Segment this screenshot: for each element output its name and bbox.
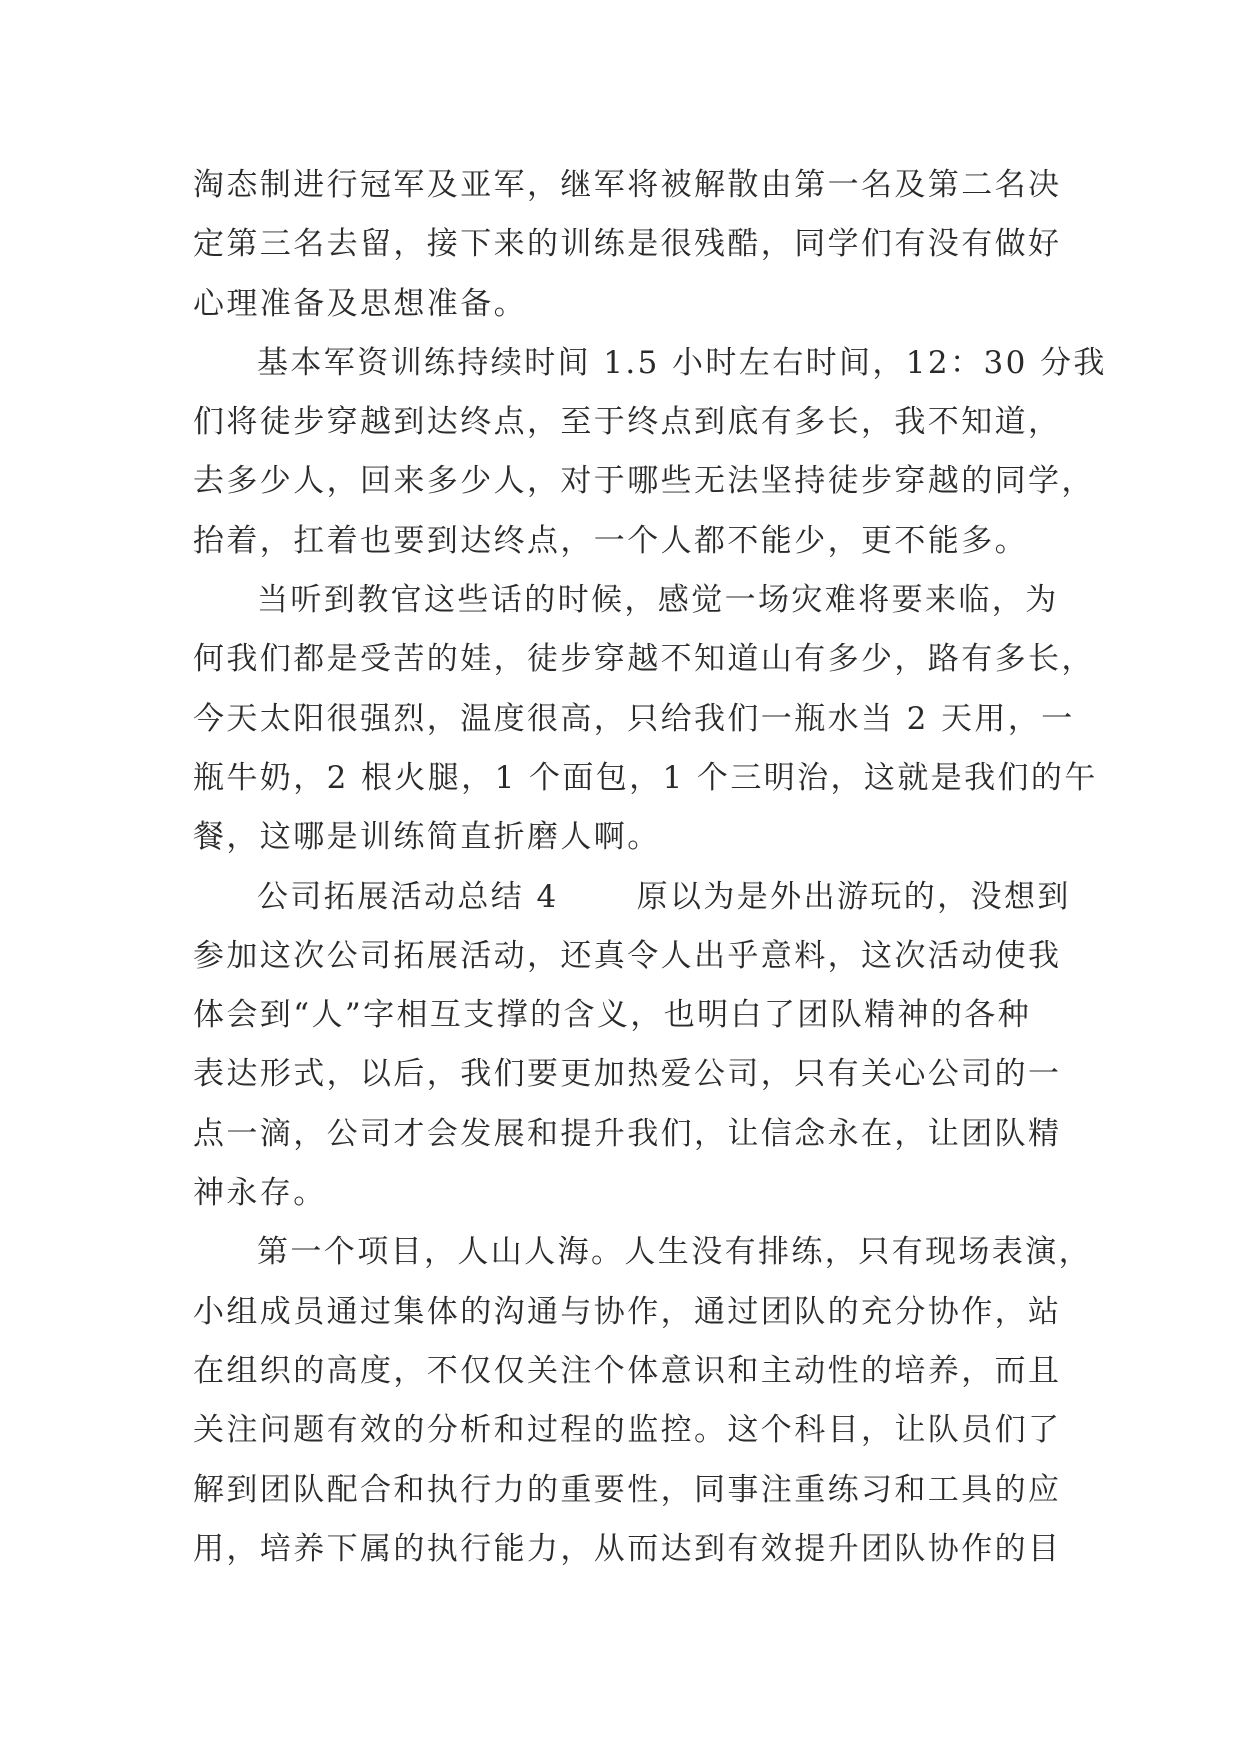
- section-heading-line: [193, 868, 1073, 927]
- paragraph-start-line: 基本军资训练持续时间 1.5 小时左右时间，12：30 分我: [257, 344, 1107, 381]
- text-line: 解到团队配合和执行力的重要性，同事注重练习和工具的应: [193, 1471, 1062, 1508]
- text-line: 瓶牛奶，2 根火腿，1 个面包，1 个三明治，这就是我们的午: [193, 759, 1098, 796]
- text-line: 去多少人，回来多少人，对于哪些无法坚持徒步穿越的同学，: [193, 463, 1095, 500]
- heading-tail-text: 原以为是外出游玩的，没想到: [636, 878, 1071, 915]
- paragraph-start-line: 当听到教官这些话的时候，感觉一场灾难将要来临，为: [257, 582, 1059, 619]
- text-line: 关注问题有效的分析和过程的监控。这个科目，让队员们了: [193, 1412, 1062, 1449]
- text-line: 小组成员通过集体的沟通与协作，通过团队的充分协作，站: [193, 1293, 1062, 1330]
- section-heading: 公司拓展活动总结 4: [257, 878, 559, 915]
- text-line: 今天太阳很强烈，温度很高，只给我们一瓶水当 2 天用，一: [193, 700, 1075, 737]
- text-line: 抬着，扛着也要到达终点，一个人都不能少，更不能多。: [193, 522, 1028, 559]
- text-line: 定第三名去留，接下来的训练是很残酷，同学们有没有做好: [193, 226, 1062, 263]
- text-line: 用，培养下属的执行能力，从而达到有效提升团队协作的目: [193, 1530, 1062, 1567]
- text-line: 淘态制进行冠军及亚军，继军将被解散由第一名及第二名决: [193, 167, 1062, 203]
- body-text: [193, 156, 1107, 1579]
- text-line: 体会到“人”字相互支撑的含义，也明白了团队精神的各种: [193, 997, 1032, 1034]
- text-line: 点一滴，公司才会发展和提升我们，让信念永在，让团队精: [193, 1115, 1062, 1152]
- text-line: 们将徒步穿越到达终点，至于终点到底有多长，我不知道，: [193, 404, 1062, 441]
- text-line: 参加这次公司拓展活动，还真令人出乎意料，这次活动使我: [193, 937, 1062, 974]
- text-line: 心理准备及思想准备。: [193, 285, 527, 322]
- text-line: 何我们都是受苦的娃，徒步穿越不知道山有多少，路有多长，: [193, 641, 1095, 678]
- text-line: 神永存。: [193, 1175, 327, 1212]
- text-line: 在组织的高度，不仅仅关注个体意识和主动性的培养，而且: [193, 1352, 1062, 1389]
- text-line: 表达形式，以后，我们要更加热爱公司，只有关心公司的一: [193, 1056, 1062, 1093]
- text-line: 餐，这哪是训练简直折磨人啊。: [193, 819, 661, 856]
- paragraph-start-line: 第一个项目，人山人海。人生没有排练，只有现场表演，: [257, 1234, 1092, 1271]
